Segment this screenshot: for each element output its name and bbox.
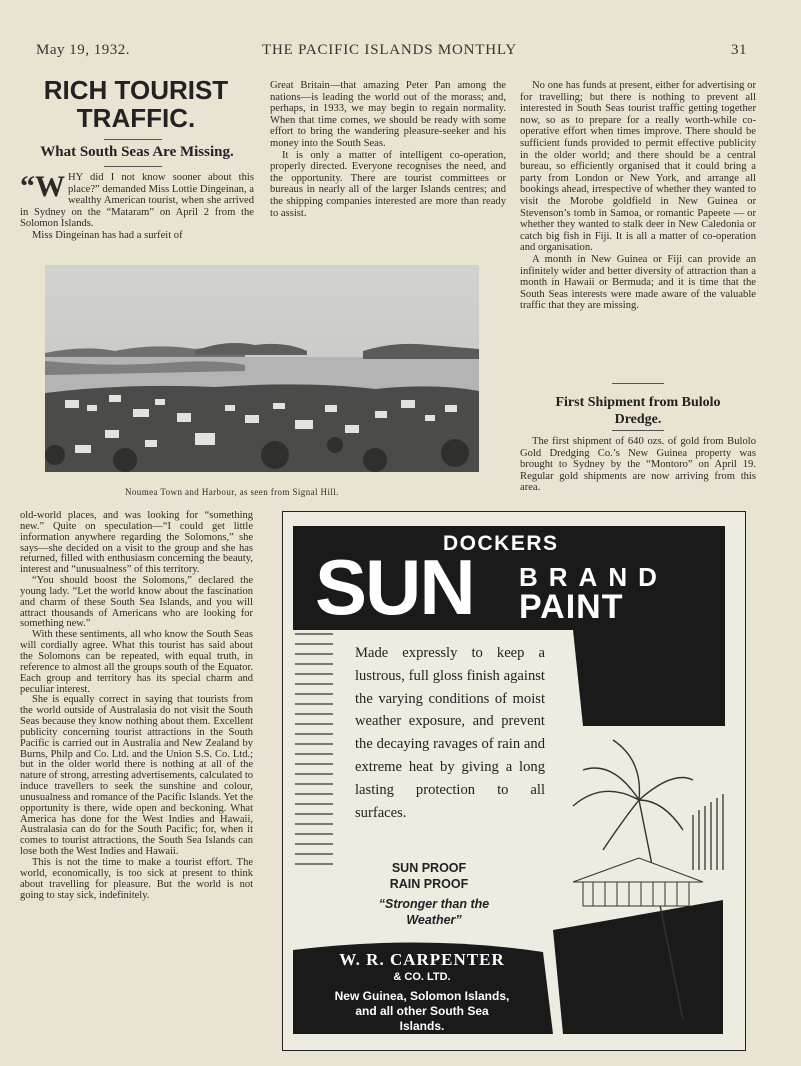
headline-line-2: TRAFFIC. <box>76 103 196 133</box>
lower-para-3: With these sentiments, all who know the South Seas will cordially agree. What this tourist has said about the Solomons can be repeated, with equal truth, in reference to almost all the groups south of the Equator. Each group and territory has its special charm and peculiar interest. <box>20 629 253 695</box>
ad-body-copy: Made expressly to keep a lustrous, full gloss finish against the varying conditions of moist weather exposure, and prevent the decaying ravages of rain and extreme heat by giving a long lasting protection to all surfaces. <box>355 645 545 821</box>
photo-caption: Noumea Town and Harbour, as seen from Signal Hill. <box>125 487 339 497</box>
headline-line-1: RICH TOURIST <box>43 75 229 105</box>
ad-brand: BRAND <box>519 562 668 592</box>
article-subhead: What South Seas Are Missing. <box>40 144 234 160</box>
ad-paint: PAINT <box>519 588 624 626</box>
headline-rule <box>104 139 162 140</box>
ad-sun: SUN <box>315 543 474 631</box>
article2-headline-line-1: First Shipment from Bulolo <box>555 395 721 410</box>
article-headline <box>20 76 252 132</box>
ad-company-sub: & CO. LTD. <box>393 971 451 983</box>
ad-regions-line-2: and all other South Sea <box>355 1004 489 1018</box>
sun-brand-paint-advertisement <box>282 511 746 1051</box>
ad-palm-house-illustration <box>543 630 737 1034</box>
ad-stripe-decoration <box>293 630 339 930</box>
lower-para-4: She is equally correct in saying that tourists from the world outside of Australasia do not visit the South Seas because they know nothing about them. Excellent publicity concerning tourist attractions in the South Pacific is carried out in Australia and New Zealand by Burns, Philp and Co. Ltd. and the Union S.S. Co. Ltd.; but in the older world there is nothing at all of the nature of strong, arresting advertisements, calculated to induce travellers to seek the sunshine and colour, unusualness and romance of the Pacific Islands. Yet the opportunity is there, wide open and beckoning. What America has done for the West Indies and Hawaii, Australasia can do for the South Pacific; for, when it comes to tourist attractions, the South Sea Islands can lose both the West Indies and Hawaii. <box>20 694 253 858</box>
drop-cap: “W <box>20 170 65 203</box>
col3-para-2: A month in New Guinea or Fiji can provide an infinitely wider and better diversity of attraction than a month in Hawaii or Bermuda; and it is time that the South Seas interests were made aware of the valuable traffic that they are missing. <box>520 253 756 312</box>
article2-paragraph: The first shipment of 640 ozs. of gold from Bulolo Gold Dredging Co.’s New Guinea property was brought to Sydney by the “Montoro” on April 19. Regular gold shipments are now arriving from this area. <box>520 436 756 494</box>
article-column-3 <box>520 80 756 312</box>
publication-title: THE PACIFIC ISLANDS MONTHLY <box>262 42 517 58</box>
col2-para-2: It is only a matter of intelligent co-operation, properly directed. Everyone recognises the need, and the opportunity. There are tourist committees or bureaus in nearly all of the larger Islands centres; and the shipping companies interested are more than ready to assist. <box>270 149 506 219</box>
article2-rule <box>612 430 664 431</box>
ad-slogan <box>361 896 507 928</box>
ad-proof-lines <box>365 860 493 892</box>
harbour-photo <box>45 265 479 472</box>
issue-date: May 19, 1932. <box>36 42 130 58</box>
harbour-photo-image <box>45 265 479 472</box>
ad-dockers: DOCKERS <box>443 532 559 555</box>
ad-rain-proof: RAIN PROOF <box>389 877 469 891</box>
article-lower-column <box>20 511 253 901</box>
ad-regions-line-1: New Guinea, Solomon Islands, <box>334 989 510 1003</box>
ad-slogan-line-1: “Stronger than the <box>378 897 490 911</box>
ad-regions <box>297 989 547 1034</box>
article-intro <box>20 172 254 242</box>
col3-para-1: No one has funds at present, either for advertising or for travelling; but there is nothing to prevent all interested in South Seas tourist traffic getting together now, so as to prepare for a really worth-while co-operative effort when times improve. There should be sufficient funds provided to permit effective publicity in the older world; and there should be a central bureau, so efficiently organised that it could bring a party from London or New York, and arrange all bookings ahead, irrespective of whether they wanted to visit the Morobe goldfield in New Guinea or Stevenson’s tomb in Samoa, or romantic Papeete — or whether they wanted to stalk deer in New Caledonia or catch big fish in Fiji. It is all a matter of co-operation and organisation. <box>520 80 756 254</box>
lower-para-1: old-world places, and was looking for “something new.” Quite on speculation—“I could get little information anywhere regarding the Solomons,” she says—she decided on a visit to the group and she has returned, filled with enthusiasm concerning the beauty, interest and “unusualness” of this territory. <box>20 510 253 576</box>
lower-para-5: This is not the time to make a tourist effort. The world, economically, is too sick at present to think about travelling for pleasure. But the world is not going to stay sick, indefinitely. <box>20 857 253 901</box>
subhead-rule <box>104 166 162 167</box>
col2-para-1: Great Britain—that amazing Peter Pan among the nations—is leading the world out of the morass; and, perhaps, in 1933, we may begin to regain normality. When that time comes, we should be ready with some effort to bring the wandering pleasure-seeker and his money into the South Seas. <box>270 80 506 149</box>
article-column-2 <box>270 80 506 219</box>
ad-regions-line-3: Islands. <box>399 1019 445 1033</box>
article2-top-rule <box>612 383 664 384</box>
lower-para-2: “You should boost the Solomons,” declared the young lady. “Let the world know about the fascination and charm of these South Sea Islands, and you will attract thousands of Americans who are looking for something new.” <box>20 575 253 630</box>
article2-body <box>520 436 756 494</box>
article2-headline-line-2: Dredge. <box>614 412 662 427</box>
intro-text: HY did I not know sooner about this place?” demanded Miss Lottie Dingeinan, a wealthy American tourist, when she arrived in Sydney on the “Mataram” on April 2 from the Solomon Islands. <box>20 172 254 230</box>
article2-headline <box>520 394 756 428</box>
ad-slogan-line-2: Weather” <box>406 913 462 927</box>
ad-sun-proof: SUN PROOF <box>391 861 467 875</box>
ad-company: W. R. CARPENTER <box>339 950 505 969</box>
page-number: 31 <box>731 42 747 58</box>
ad-footer-text <box>297 950 547 1034</box>
intro-para-2: Miss Dingeinan has had a surfeit of <box>32 229 183 241</box>
